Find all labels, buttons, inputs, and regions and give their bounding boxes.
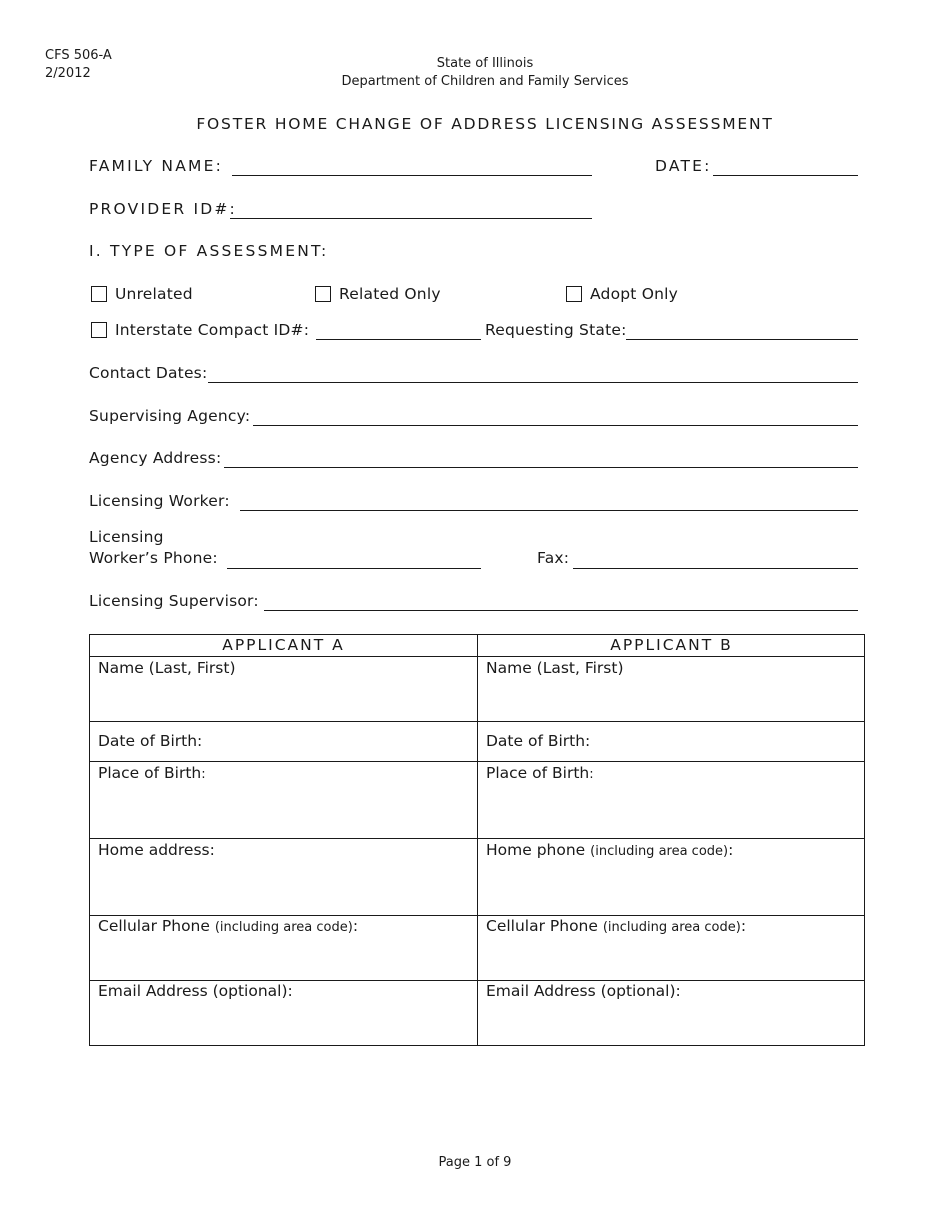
table-row-divider bbox=[90, 656, 864, 657]
section-title: I. TYPE OF ASSESSMENT: bbox=[89, 242, 329, 260]
worker-phone-label-line2: Worker’s Phone: bbox=[89, 549, 218, 567]
unrelated-label: Unrelated bbox=[115, 285, 193, 303]
adopt-only-checkbox[interactable] bbox=[566, 286, 582, 302]
unrelated-checkbox[interactable] bbox=[91, 286, 107, 302]
table-row-divider bbox=[90, 838, 864, 839]
state-name: State of Illinois bbox=[436, 56, 534, 71]
provider-id-label: PROVIDER ID#: bbox=[89, 200, 237, 218]
area-code-note: (including area code) bbox=[590, 844, 729, 859]
table-column-divider bbox=[477, 635, 478, 1045]
pob-colon: : bbox=[201, 767, 206, 782]
licensing-supervisor-label: Licensing Supervisor: bbox=[89, 592, 259, 610]
related-only-checkbox[interactable] bbox=[315, 286, 331, 302]
pob-label: Place of Birth bbox=[98, 764, 202, 782]
fax-field[interactable] bbox=[573, 568, 858, 569]
licensing-worker-field[interactable] bbox=[240, 510, 858, 511]
applicant-a-cellular[interactable] bbox=[98, 917, 358, 935]
applicant-a-dob[interactable]: Date of Birth: bbox=[98, 732, 203, 750]
pob-colon: : bbox=[589, 767, 594, 782]
cellular-colon: : bbox=[740, 917, 747, 935]
applicant-a-pob[interactable] bbox=[98, 764, 206, 782]
supervising-agency-field[interactable] bbox=[253, 425, 858, 426]
home-phone-colon: : bbox=[728, 841, 734, 859]
area-code-note: (including area code) bbox=[602, 920, 741, 935]
requesting-state-label: Requesting State: bbox=[485, 321, 627, 339]
cellular-label: Cellular Phone bbox=[98, 917, 210, 935]
pob-label: Place of Birth bbox=[486, 764, 590, 782]
cellular-label: Cellular Phone bbox=[486, 917, 598, 935]
applicant-b-name[interactable]: Name (Last, First) bbox=[486, 659, 624, 677]
provider-id-field[interactable] bbox=[230, 218, 592, 219]
date-label: DATE: bbox=[655, 157, 712, 175]
form-number: CFS 506-A bbox=[45, 48, 112, 63]
applicant-a-home-address[interactable]: Home address: bbox=[98, 841, 215, 859]
related-only-label: Related Only bbox=[339, 285, 441, 303]
interstate-label: Interstate Compact ID#: bbox=[115, 321, 310, 339]
worker-phone-field[interactable] bbox=[227, 568, 481, 569]
family-name-label: FAMILY NAME: bbox=[89, 157, 223, 175]
agency-address-field[interactable] bbox=[224, 467, 858, 468]
table-row-divider bbox=[90, 980, 864, 981]
department-name: Department of Children and Family Services bbox=[341, 74, 629, 89]
applicant-b-dob[interactable]: Date of Birth: bbox=[486, 732, 591, 750]
date-field[interactable] bbox=[713, 175, 858, 176]
page-title: FOSTER HOME CHANGE OF ADDRESS LICENSING ASSESSMENT bbox=[196, 115, 774, 133]
home-phone-label: Home phone bbox=[486, 841, 586, 859]
applicant-b-cellular[interactable] bbox=[486, 917, 746, 935]
applicant-b-home-phone[interactable] bbox=[486, 841, 733, 859]
form-date: 2/2012 bbox=[45, 66, 91, 81]
adopt-only-label: Adopt Only bbox=[590, 285, 678, 303]
table-row-divider bbox=[90, 915, 864, 916]
worker-phone-label-line1: Licensing bbox=[89, 528, 164, 546]
applicant-a-email[interactable]: Email Address (optional): bbox=[98, 982, 293, 1000]
applicant-b-email[interactable]: Email Address (optional): bbox=[486, 982, 681, 1000]
agency-address-label: Agency Address: bbox=[89, 449, 222, 467]
cellular-colon: : bbox=[352, 917, 359, 935]
applicant-b-pob[interactable] bbox=[486, 764, 594, 782]
interstate-id-field[interactable] bbox=[316, 339, 481, 340]
area-code-note: (including area code) bbox=[214, 920, 353, 935]
applicant-b-header: APPLICANT B bbox=[610, 636, 733, 654]
contact-dates-label: Contact Dates: bbox=[89, 364, 208, 382]
applicant-a-header: APPLICANT A bbox=[222, 636, 345, 654]
contact-dates-field[interactable] bbox=[208, 382, 858, 383]
page-number: Page 1 of 9 bbox=[438, 1155, 512, 1170]
licensing-supervisor-field[interactable] bbox=[264, 610, 858, 611]
table-row-divider bbox=[90, 721, 864, 722]
table-row-divider bbox=[90, 761, 864, 762]
licensing-worker-label: Licensing Worker: bbox=[89, 492, 230, 510]
interstate-checkbox[interactable] bbox=[91, 322, 107, 338]
fax-label: Fax: bbox=[537, 549, 570, 567]
applicant-a-name[interactable]: Name (Last, First) bbox=[98, 659, 236, 677]
applicant-table bbox=[89, 634, 865, 1046]
supervising-agency-label: Supervising Agency: bbox=[89, 407, 251, 425]
requesting-state-field[interactable] bbox=[626, 339, 858, 340]
family-name-field[interactable] bbox=[232, 175, 592, 176]
